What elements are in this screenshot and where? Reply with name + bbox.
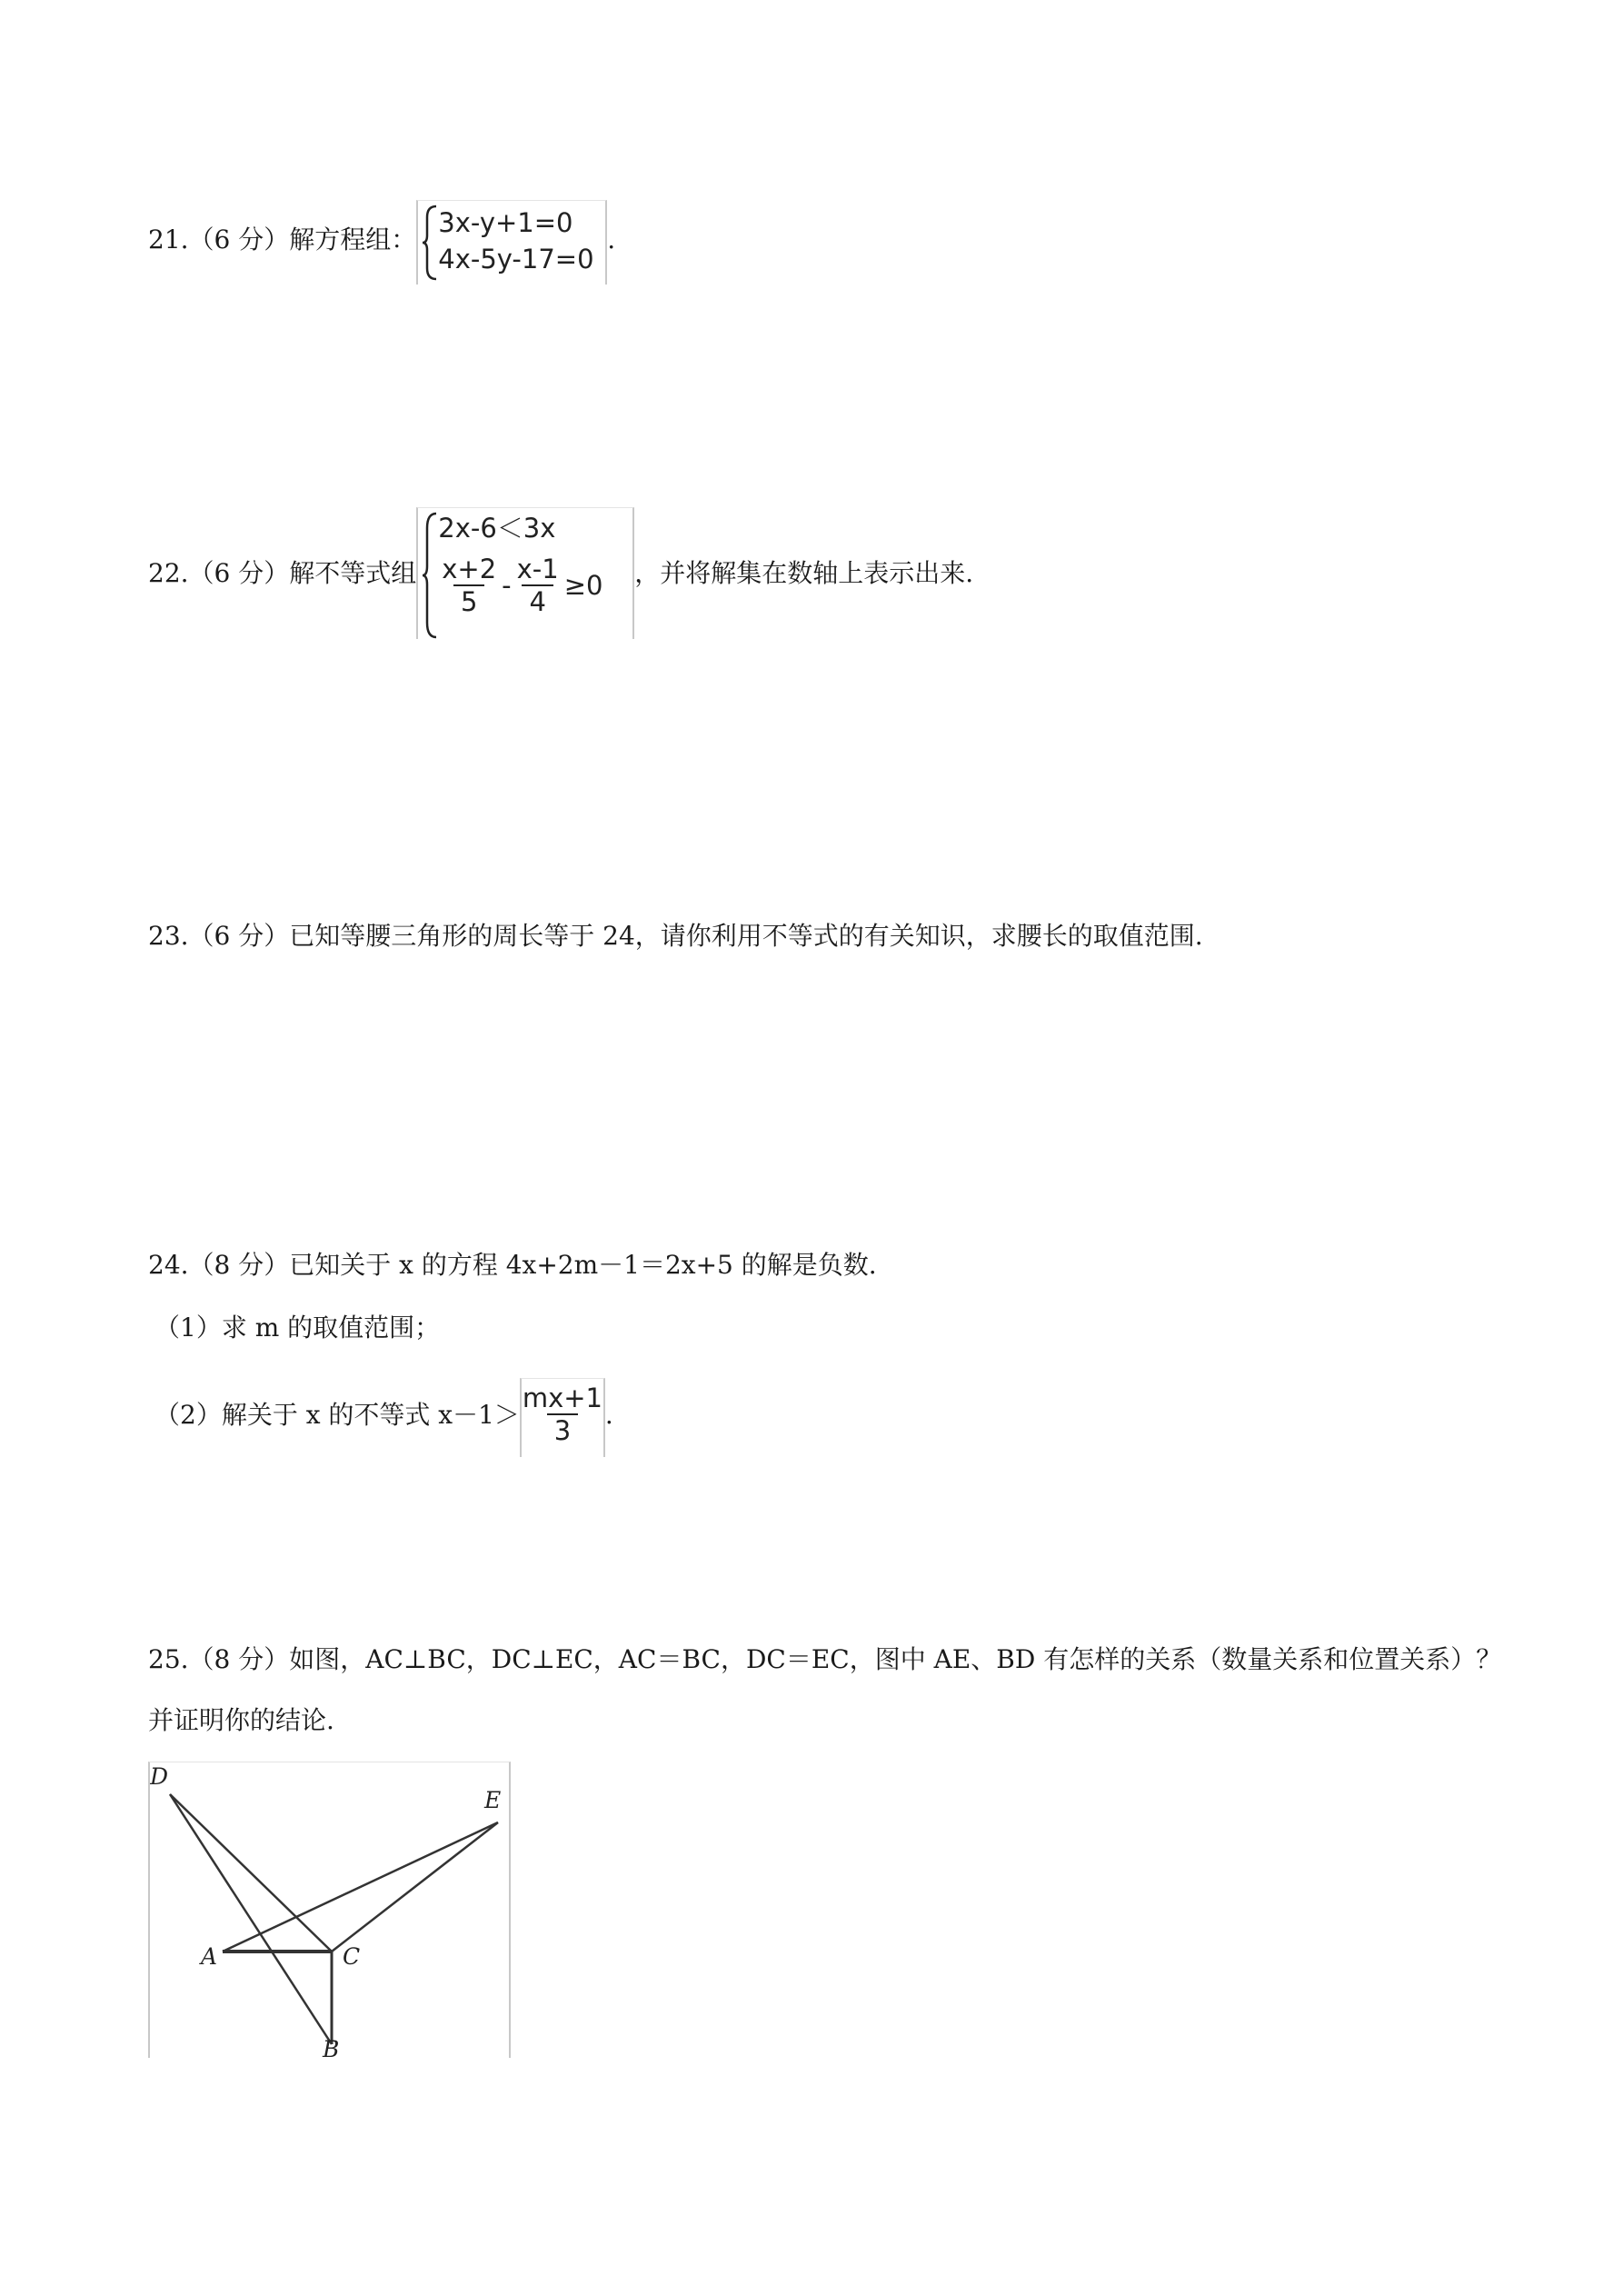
- relation-sign: ≥0: [563, 570, 603, 601]
- fraction-1-denominator: 5: [453, 584, 484, 617]
- label-a: A: [201, 1943, 218, 1970]
- question-22-suffix: ，并将解集在数轴上表示出来.: [634, 557, 974, 588]
- question-21-suffix: .: [607, 224, 616, 255]
- fraction-2-denominator: 4: [522, 584, 553, 617]
- question-24-part-1-text: （1）求 m 的取值范围；: [154, 1313, 441, 1343]
- equation-2: 4x-5y-17=0: [438, 244, 594, 275]
- inequality-system-image: [416, 507, 634, 639]
- question-22: [148, 507, 973, 639]
- fraction-2: [513, 554, 563, 617]
- left-brace-icon: [422, 205, 440, 281]
- fraction-image: [520, 1378, 605, 1457]
- label-e: E: [484, 1787, 502, 1813]
- question-25-line-1: 25.（8 分）如图，AC⊥BC，DC⊥EC，AC＝BC，DC＝EC，图中 AE、BD 有怎样的关系（数量关系和位置关系）？: [148, 1644, 1502, 1674]
- question-22-prefix: 22.（6 分）解不等式组: [148, 557, 417, 588]
- geometry-figure-drawing: [150, 1762, 509, 2058]
- question-24-part-2-suffix: .: [604, 1399, 613, 1430]
- question-25-line-2-text: 并证明你的结论.: [148, 1705, 334, 1735]
- question-24-part-2: [154, 1373, 613, 1457]
- minus-sign: -: [502, 570, 512, 601]
- fraction-2-numerator: x-1: [516, 554, 559, 584]
- question-23-text: 23.（6 分）已知等腰三角形的周长等于 24，请你利用不等式的有关知识，求腰长的取值范围.: [148, 921, 1203, 951]
- fraction-mx-numerator: mx+1: [522, 1383, 603, 1413]
- equation-system-image: [416, 200, 607, 285]
- label-d: D: [150, 1763, 169, 1790]
- segment-ec: [332, 1822, 498, 1952]
- question-23: [148, 918, 1203, 954]
- equation-1: 3x-y+1=0: [438, 207, 573, 238]
- fraction-1-numerator: x+2: [442, 554, 497, 584]
- inequality-2: [438, 554, 602, 617]
- inequality-1: 2x-6＜3x: [438, 513, 556, 544]
- question-21-prefix: 21.（6 分）解方程组：: [148, 224, 417, 255]
- label-b: B: [323, 2036, 340, 2058]
- question-24-part-2-prefix: （2）解关于 x 的不等式 x－1＞: [154, 1399, 520, 1430]
- left-brace-icon: [422, 512, 440, 639]
- label-c: C: [343, 1943, 361, 1970]
- question-25-line-2: [148, 1702, 334, 1739]
- question-24-part-1: [154, 1310, 440, 1346]
- segment-db: [170, 1794, 332, 2044]
- question-21: [148, 195, 615, 285]
- question-25: [148, 1642, 1501, 1678]
- segment-dc: [170, 1794, 332, 1952]
- question-24-text: 24.（8 分）已知关于 x 的方程 4x+2m－1＝2x+5 的解是负数.: [148, 1250, 877, 1280]
- fraction-1: [438, 554, 500, 617]
- fraction-mx-denominator: 3: [547, 1413, 578, 1446]
- fraction-mx: [519, 1383, 606, 1446]
- geometry-figure: [148, 1762, 511, 2058]
- question-24: [148, 1247, 877, 1283]
